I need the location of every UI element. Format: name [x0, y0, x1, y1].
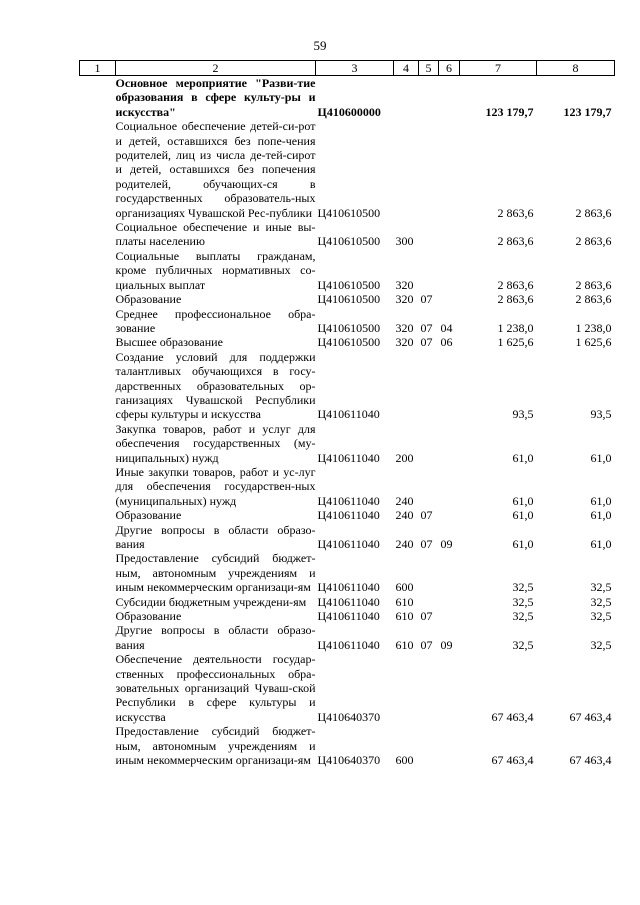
row-pr: [439, 465, 460, 508]
header-row: [80, 61, 615, 76]
row-vr: 320: [395, 277, 414, 292]
table-row: [80, 335, 615, 349]
row-rz: [419, 465, 439, 508]
header-cell: 8: [537, 61, 615, 76]
header-cell: 1: [80, 61, 116, 76]
empty-cell: [80, 523, 116, 552]
empty-cell: [80, 307, 116, 336]
empty-cell: [80, 551, 116, 594]
empty-cell: [80, 249, 116, 292]
row-vr: 240: [395, 537, 414, 551]
table-row: [80, 652, 615, 724]
row-rz: [419, 350, 439, 422]
empty-cell: [80, 422, 116, 465]
row-pr: 06: [440, 335, 453, 350]
row-value-1: 61,0: [512, 508, 534, 523]
row-value-2: 2 863,6: [575, 205, 612, 220]
header-cell: 6: [439, 61, 460, 76]
empty-cell: [80, 595, 116, 609]
row-rz: [419, 595, 439, 609]
row-rz: [419, 76, 439, 120]
table-row: [80, 523, 615, 552]
row-value-2: 2 863,6: [575, 234, 612, 249]
row-value-1: 2 863,6: [497, 205, 534, 220]
page-number: 59: [313, 38, 327, 53]
row-value-1: 32,5: [512, 637, 534, 652]
row-pr: [439, 422, 460, 465]
row-vr: 320: [395, 335, 414, 350]
row-vr: 240: [395, 508, 414, 523]
row-code: Ц410611040: [317, 609, 380, 624]
header-cell: 7: [460, 61, 537, 76]
row-value-1: 123 179,7: [485, 104, 534, 119]
row-name: Другие вопросы в области образо-вания: [115, 522, 316, 551]
row-code: Ц410640370: [317, 709, 381, 724]
row-code: Ц410600000: [317, 104, 381, 119]
row-rz: 07: [420, 292, 433, 307]
table-row: [80, 76, 615, 120]
row-name: Высшее образование: [115, 335, 223, 350]
row-value-1: 32,5: [512, 609, 534, 624]
row-value-1: 61,0: [512, 450, 534, 465]
row-vr: 600: [395, 753, 414, 768]
row-rz: 07: [420, 637, 433, 652]
empty-cell: [80, 335, 116, 349]
row-value-1: 2 863,6: [497, 292, 534, 307]
row-pr: [439, 350, 460, 422]
row-pr: [439, 220, 460, 249]
row-rz: [419, 551, 439, 594]
row-code: Ц410611040: [317, 493, 380, 508]
table-row: [80, 465, 615, 508]
row-vr: 610: [395, 637, 414, 652]
row-rz: 07: [420, 609, 433, 624]
row-value-2: 32,5: [590, 609, 612, 624]
row-code: Ц410640370: [317, 753, 381, 768]
row-name: Иные закупки товаров, работ и ус-луг для обеспечения государствен-ных (муниципальных) нужд: [115, 464, 316, 508]
row-pr: [439, 249, 460, 292]
row-value-1: 93,5: [512, 407, 534, 422]
row-value-1: 1 238,0: [497, 320, 534, 335]
row-rz: 07: [420, 335, 433, 350]
row-value-2: 67 463,4: [569, 709, 612, 724]
row-name: Закупка товаров, работ и услуг для обеспечения государственных (му-ниципальных) нужд: [115, 421, 316, 465]
row-vr: 320: [395, 292, 414, 307]
table-row: [80, 724, 615, 767]
row-value-2: 2 863,6: [575, 292, 612, 307]
row-value-1: 67 463,4: [491, 709, 534, 724]
budget-table: [79, 60, 615, 768]
row-value-1: 2 863,6: [497, 277, 534, 292]
row-name: Основное мероприятие "Разви-тие образования в сфере культу-ры и искусства": [115, 76, 316, 119]
table-row: [80, 307, 615, 336]
header-cell: 4: [394, 61, 419, 76]
row-value-1: 2 863,6: [497, 234, 534, 249]
row-value-2: 1 625,6: [575, 335, 612, 350]
row-code: Ц410610500: [317, 292, 381, 307]
row-rz: [419, 220, 439, 249]
row-pr: [439, 119, 460, 220]
row-value-2: 2 863,6: [575, 277, 612, 292]
row-code: Ц410610500: [317, 205, 381, 220]
table-row: [80, 220, 615, 249]
empty-cell: [80, 76, 116, 120]
row-name: Социальное обеспечение детей-си-рот и детей, оставшихся без попе-чения родителей, лиц из числа де-тей-сирот и детей, оставшихся без попечения родителей, обучающих-ся в государственных образователь-ных организациях Чувашской Рес-публики: [115, 119, 316, 220]
empty-cell: [80, 652, 116, 724]
row-name: Социальное обеспечение и иные вы-платы населению: [115, 220, 316, 249]
row-vr: [394, 350, 419, 422]
table-row: [80, 595, 615, 609]
row-value-2: 32,5: [590, 637, 612, 652]
row-pr: [439, 551, 460, 594]
row-value-2: 67 463,4: [569, 753, 612, 768]
empty-cell: [80, 609, 116, 623]
row-rz: [419, 724, 439, 767]
table-row: [80, 623, 615, 652]
row-rz: [419, 249, 439, 292]
row-pr: [439, 724, 460, 767]
row-value-1: 32,5: [512, 594, 534, 609]
row-vr: [394, 76, 419, 120]
header-cell: 2: [116, 61, 316, 76]
row-rz: [419, 652, 439, 724]
row-name: Создание условий для поддержки талантливых обучающихся в госу-дарственных образовательных ор-ганизациях Чувашской Республики сферы культуры и искусства: [115, 349, 316, 422]
row-name: Образование: [115, 609, 182, 624]
row-name: Образование: [115, 292, 182, 307]
row-name: Другие вопросы в области образо-вания: [115, 623, 316, 652]
row-code: Ц410610500: [317, 277, 381, 292]
empty-cell: [80, 623, 116, 652]
row-pr: [439, 652, 460, 724]
row-value-2: 61,0: [590, 450, 612, 465]
row-pr: [439, 609, 460, 623]
empty-cell: [80, 292, 116, 306]
row-value-1: 1 625,6: [497, 335, 534, 350]
row-name: Предоставление субсидий бюджет-ным, автономным учреждениям и иным некоммерческим организаци-ям: [115, 551, 316, 595]
table-row: [80, 119, 615, 220]
row-name: Образование: [115, 508, 182, 523]
table-row: [80, 508, 615, 522]
row-value-2: 123 179,7: [563, 104, 612, 119]
row-rz: 07: [420, 537, 433, 551]
row-pr: [439, 595, 460, 609]
empty-cell: [80, 724, 116, 767]
row-rz: [419, 119, 439, 220]
row-pr: [439, 508, 460, 522]
empty-cell: [80, 220, 116, 249]
row-vr: 610: [395, 594, 414, 609]
row-pr: 09: [440, 537, 453, 551]
row-value-2: 93,5: [590, 407, 612, 422]
row-value-1: 61,0: [512, 537, 534, 551]
table-row: [80, 292, 615, 306]
row-vr: 300: [395, 234, 414, 249]
row-name: Предоставление субсидий бюджет-ным, автономным учреждениям и иным некоммерческим организаци-ям: [115, 724, 316, 768]
row-rz: 07: [420, 320, 433, 335]
row-value-2: 1 238,0: [575, 320, 612, 335]
row-vr: 200: [395, 450, 414, 465]
row-value-2: 32,5: [590, 594, 612, 609]
row-vr: 610: [395, 609, 414, 624]
row-code: Ц410611040: [317, 450, 380, 465]
row-value-2: 61,0: [590, 508, 612, 523]
row-value-1: 32,5: [512, 580, 534, 595]
row-code: Ц410611040: [317, 537, 380, 551]
row-code: Ц410611040: [317, 407, 380, 422]
row-name: Социальные выплаты гражданам, кроме публичных нормативных со-циальных выплат: [115, 248, 316, 292]
table-row: [80, 350, 615, 422]
row-code: Ц410611040: [317, 637, 380, 652]
row-pr: 09: [440, 637, 453, 652]
row-value-1: 67 463,4: [491, 753, 534, 768]
row-code: Ц410610500: [317, 234, 381, 249]
row-name: Обеспечение деятельности государ-ственных профессиональных обра-зовательных организаций Чуваш-ской Республики в сфере культуры и искусства: [115, 652, 316, 724]
row-name: Среднее профессиональное обра-зование: [115, 306, 316, 335]
row-pr: [439, 292, 460, 306]
row-code: Ц410611040: [317, 594, 380, 609]
row-code: Ц410610500: [317, 335, 381, 350]
row-code: Ц410611040: [317, 580, 380, 595]
row-vr: 240: [395, 493, 414, 508]
row-rz: [419, 422, 439, 465]
table-row: [80, 249, 615, 292]
row-pr: 04: [440, 320, 453, 335]
row-value-2: 61,0: [590, 537, 612, 551]
row-code: Ц410610500: [317, 320, 381, 335]
row-vr: 320: [395, 320, 414, 335]
row-pr: [439, 76, 460, 120]
row-code: Ц410611040: [317, 508, 380, 523]
table-row: [80, 609, 615, 623]
header-cell: 5: [419, 61, 439, 76]
table-row: [80, 551, 615, 594]
header-cell: 3: [316, 61, 394, 76]
row-value-2: 61,0: [590, 493, 612, 508]
empty-cell: [80, 508, 116, 522]
row-vr: 600: [395, 580, 414, 595]
row-rz: 07: [420, 508, 433, 523]
empty-cell: [80, 350, 116, 422]
table-row: [80, 422, 615, 465]
row-vr: [394, 652, 419, 724]
row-value-2: 32,5: [590, 580, 612, 595]
row-vr: [394, 119, 419, 220]
empty-cell: [80, 119, 116, 220]
row-name: Субсидии бюджетным учреждени-ям: [115, 594, 307, 609]
row-value-1: 61,0: [512, 493, 534, 508]
empty-cell: [80, 465, 116, 508]
